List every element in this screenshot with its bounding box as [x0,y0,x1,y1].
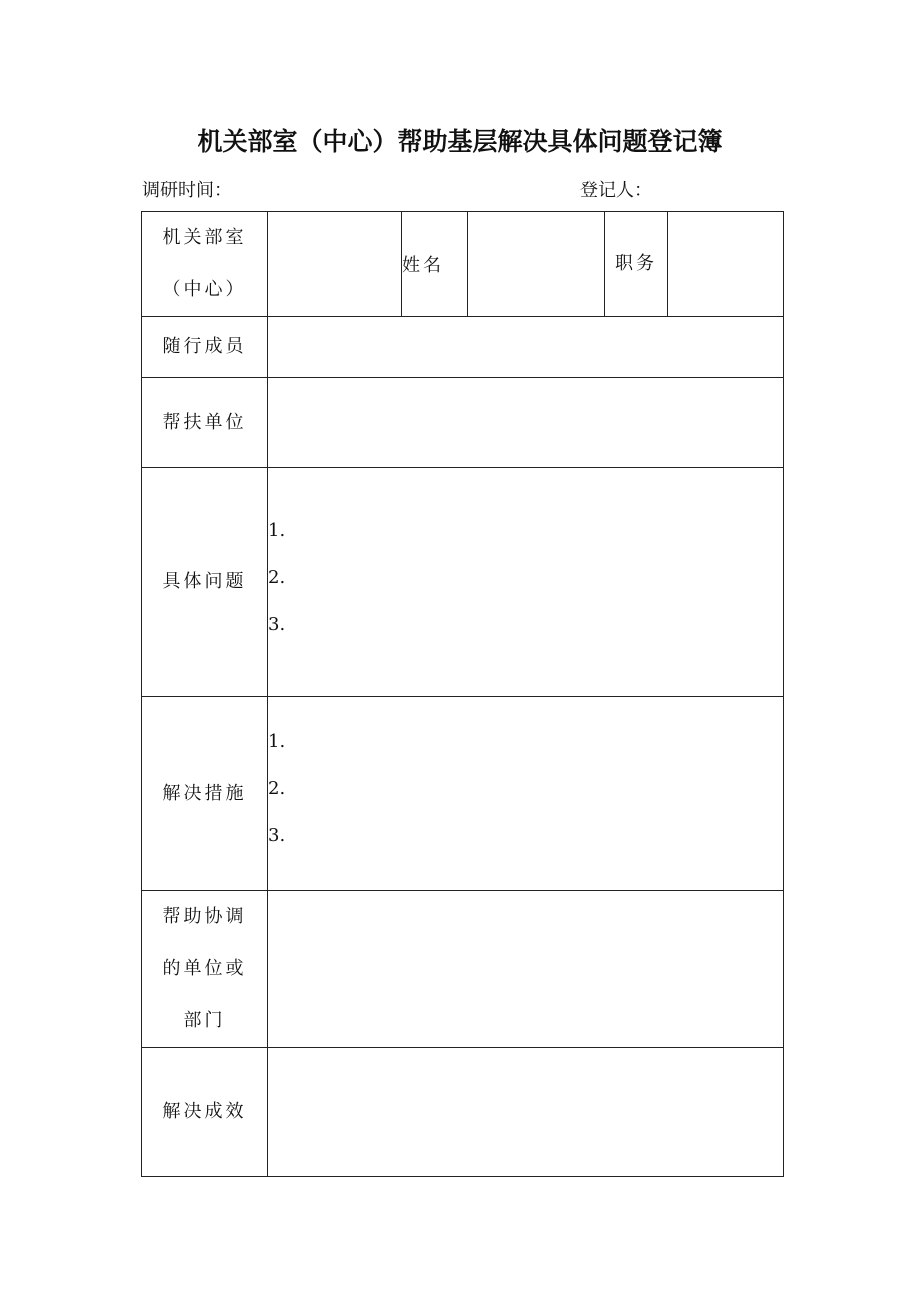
name-value-cell[interactable] [468,212,605,317]
measures-label-cell: 解决措施 [142,697,268,891]
position-label-cell: 职务 [605,212,668,317]
department-label-cell [142,212,268,317]
table-row-department [142,212,784,317]
coordination-label-line2: 的单位或 [162,958,247,979]
problem-item-1: 1. [268,519,286,541]
table-row-result [142,1048,784,1177]
accompanying-label-cell: 随行成员 [142,317,268,378]
coordination-label-line3: 部门 [183,1010,226,1031]
problems-value-cell[interactable] [268,468,784,697]
table-row-problems [142,468,784,697]
table-row-coordination [142,891,784,1048]
name-label-cell: 姓名 [402,212,468,317]
registration-table [141,211,784,1177]
measure-item-2: 2. [268,778,286,799]
coordination-label-cell [142,891,268,1048]
table-row-assisted-unit [142,378,784,468]
problem-item-3: 3. [268,613,286,635]
department-label-line1: 机关部室 [162,227,247,248]
survey-time-label: 调研时间： [142,180,232,201]
position-value-cell[interactable] [668,212,784,317]
assisted-unit-label-cell: 帮扶单位 [142,378,268,468]
coordination-label-line1: 帮助协调 [162,906,247,927]
table-row-accompanying [142,317,784,378]
department-label-line2: （中心） [162,279,247,300]
result-label-cell: 解决成效 [142,1048,268,1177]
table-row-measures [142,697,784,891]
department-value-cell[interactable] [268,212,402,317]
measures-value-cell[interactable] [268,697,784,891]
result-value-cell[interactable] [268,1048,784,1177]
measure-item-1: 1. [268,731,286,752]
registrar-label: 登记人： [580,180,652,201]
document-title: 机关部室（中心）帮助基层解决具体问题登记簿 [197,127,723,156]
measure-item-3: 3. [268,825,286,846]
assisted-unit-value-cell[interactable] [268,378,784,468]
problem-item-2: 2. [268,566,286,588]
coordination-value-cell[interactable] [268,891,784,1048]
accompanying-value-cell[interactable] [268,317,784,378]
problems-label-cell: 具体问题 [142,468,268,697]
